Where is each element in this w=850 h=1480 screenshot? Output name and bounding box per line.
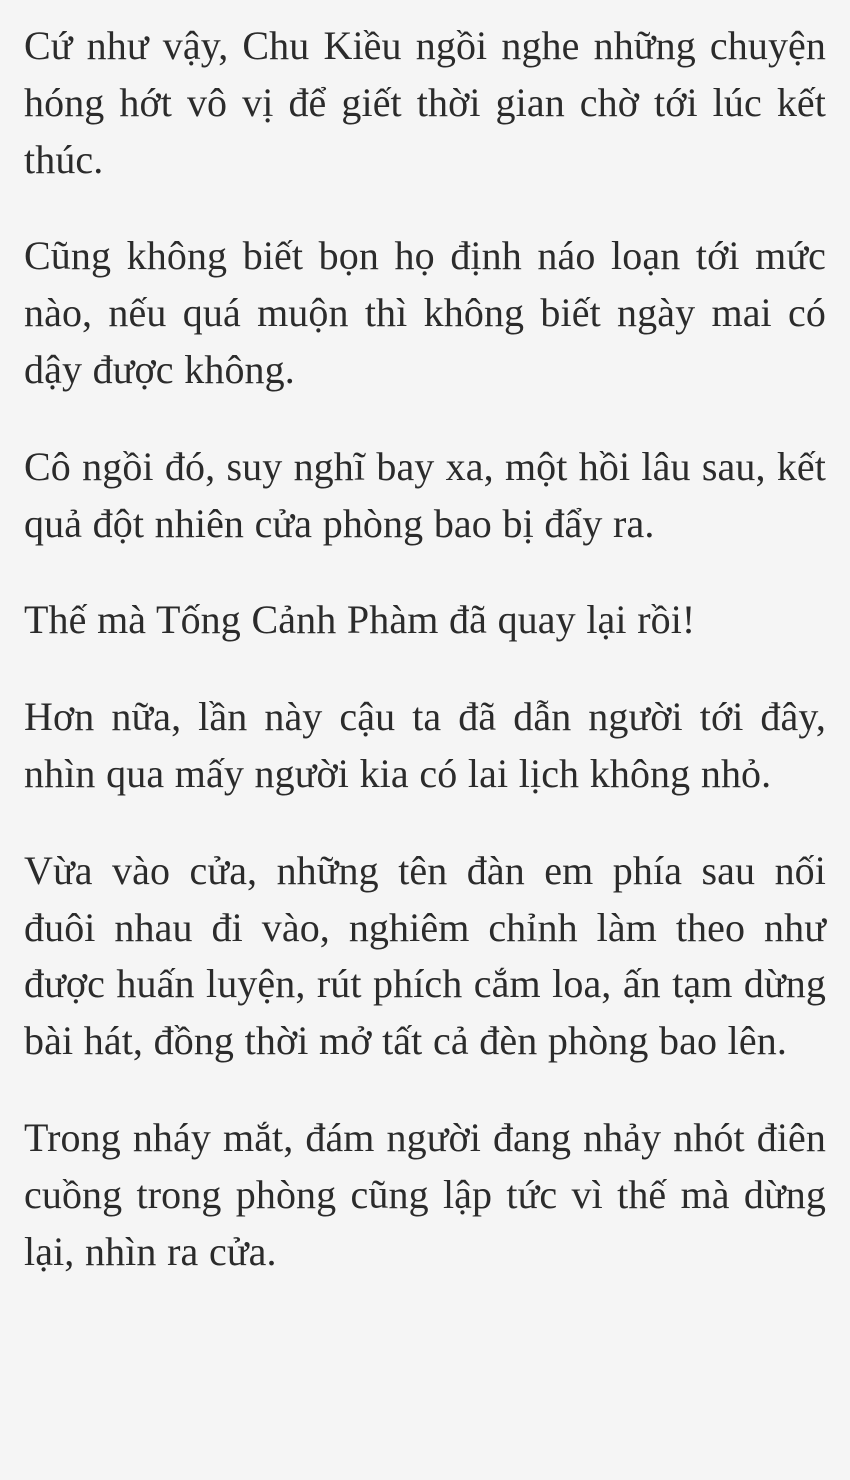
paragraph: Cô ngồi đó, suy nghĩ bay xa, một hồi lâu sau, kết quả đột nhiên cửa phòng bao bị đẩy ra. <box>24 443 826 546</box>
paragraph: Cứ như vậy, Chu Kiều ngồi nghe những chuyện hóng hớt vô vị để giết thời gian chờ tới lúc kết thúc. <box>24 23 826 182</box>
paragraph: Trong nháy mắt, đám người đang nhảy nhót điên cuồng trong phòng cũng lập tức vì thế mà dừng lại, nhìn ra cửa. <box>24 1114 826 1274</box>
paragraph: Thế mà Tống Cảnh Phàm đã quay lại rồi! <box>24 597 696 643</box>
paragraph: Vừa vào cửa, những tên đàn em phía sau nối đuôi nhau đi vào, nghiêm chỉnh làm theo như được huấn luyện, rút phích cắm loa, ấn tạm dừng bài hát, đồng thời mở tất cả đèn phòng bao lên. <box>24 847 826 1064</box>
paragraph: Cũng không biết bọn họ định náo loạn tới mức nào, nếu quá muộn thì không biết ngày mai có dậy được không. <box>24 233 826 392</box>
paragraph: Hơn nữa, lần này cậu ta đã dẫn người tới đây, nhìn qua mấy người kia có lai lịch không nhỏ. <box>24 694 826 796</box>
